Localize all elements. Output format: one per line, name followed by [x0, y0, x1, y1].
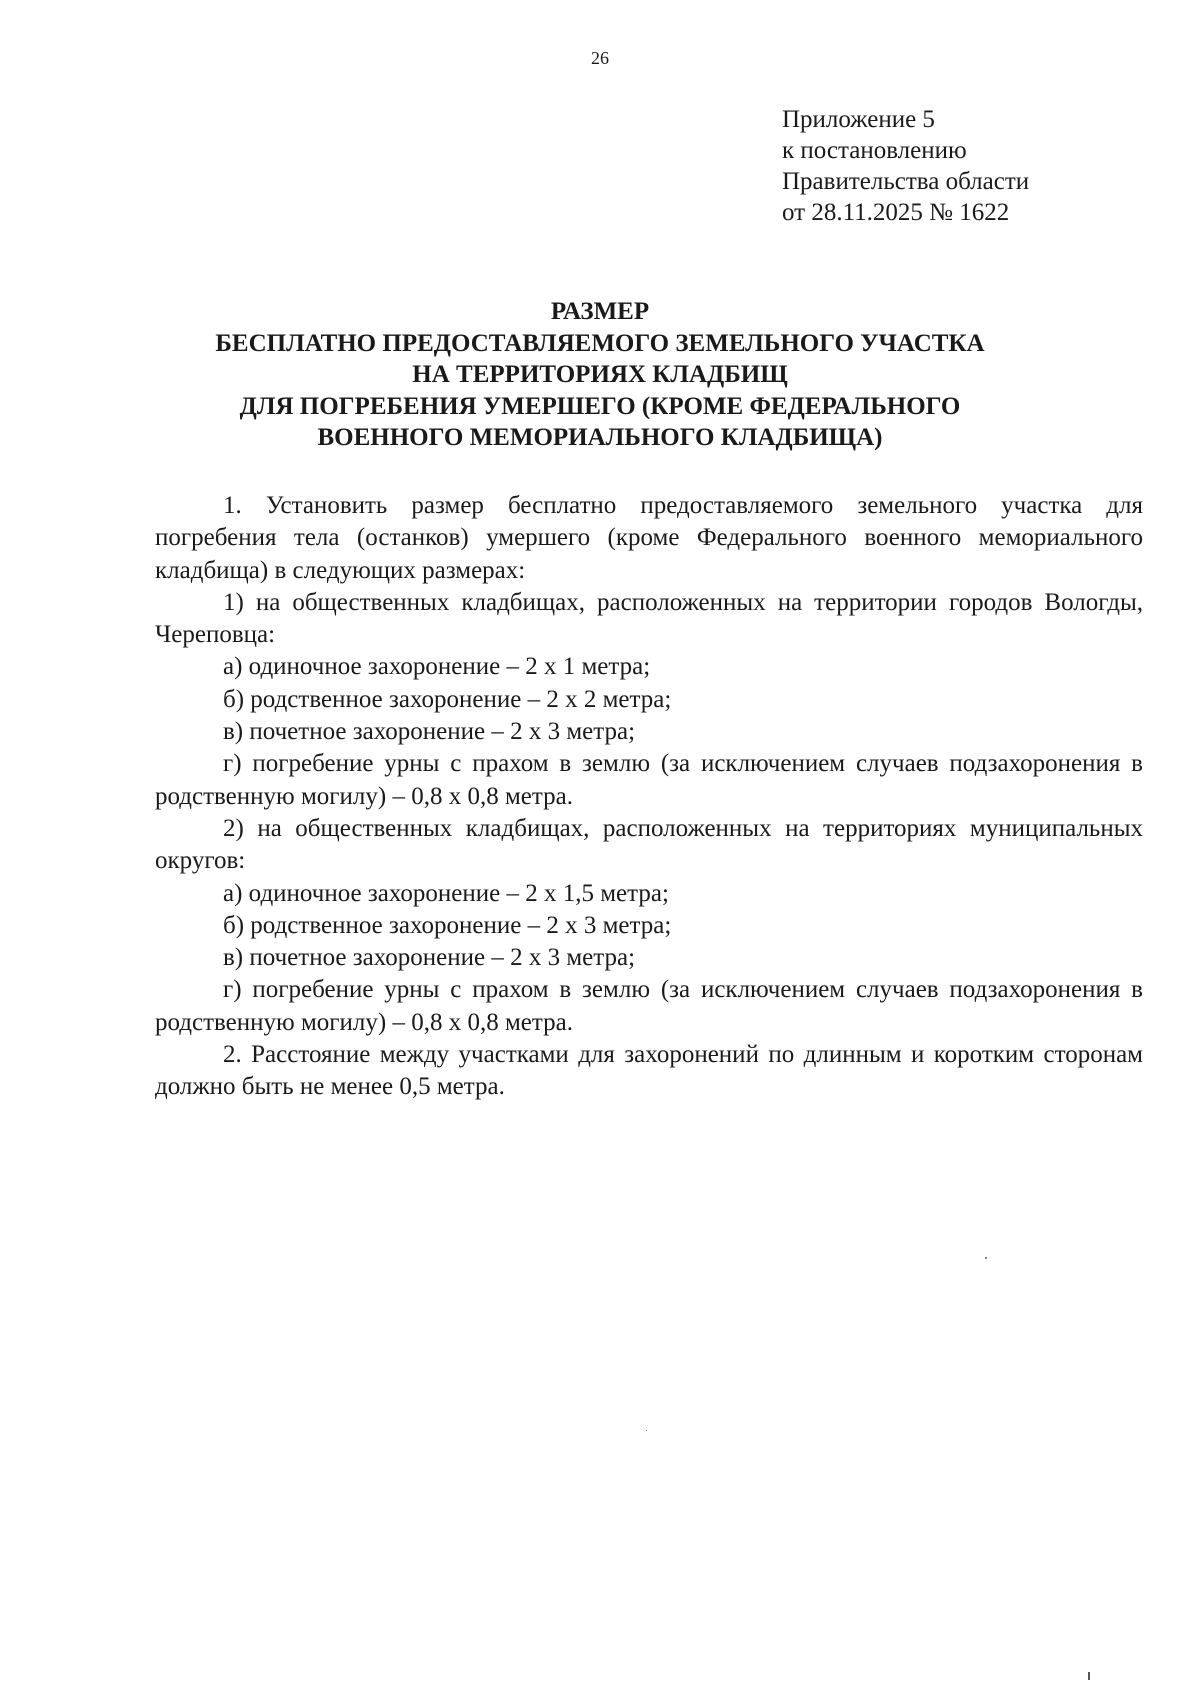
title-line: РАЗМЕР	[550, 298, 650, 325]
paragraph: 1) на общественных кладбищах, расположенных на территории городов Вологды, Череповца:	[155, 588, 1143, 649]
paragraph: 2. Расстояние между участками для захоронений по длинным и коротким сторонам должно быть не менее 0,5 метра.	[155, 1041, 1143, 1101]
document-title	[0, 296, 1200, 454]
page-number: 26	[591, 48, 609, 68]
scan-speck	[985, 1257, 987, 1259]
appendix-line: к постановлению	[782, 137, 967, 164]
list-item: б) родственное захоронение – 2 х 2 метра;	[223, 685, 672, 713]
paragraph: 1. Установить размер бесплатно предоставляемого земельного участка для погребения тела (останков) умершего (кроме Федерального военного мемориального кладбища) в следующих размерах:	[155, 492, 1143, 584]
list-item: в) почетное захоронение – 2 х 3 метра;	[223, 718, 636, 746]
title-line: НА ТЕРРИТОРИЯХ КЛАДБИЩ	[412, 361, 788, 388]
appendix-line: Приложение 5	[782, 106, 935, 133]
list-item: в) почетное захоронение – 2 х 3 метра;	[223, 944, 636, 972]
appendix-line: от 28.11.2025 № 1622	[782, 199, 1010, 226]
list-item: г) погребение урны с прахом в землю (за исключением случаев подзахоронения в родственную могилу) – 0,8 х 0,8 метра.	[155, 750, 1143, 810]
appendix-line: Правительства области	[782, 168, 1030, 195]
list-item: г) погребение урны с прахом в землю (за исключением случаев подзахоронения в родственную могилу) – 0,8 х 0,8 метра.	[155, 976, 1143, 1036]
list-item: б) родственное захоронение – 2 х 3 метра;	[223, 911, 672, 939]
appendix-reference	[782, 104, 1182, 228]
list-item: а) одиночное захоронение – 2 х 1 метра;	[223, 653, 651, 681]
title-line: БЕСПЛАТНО ПРЕДОСТАВЛЯЕМОГО ЗЕМЕЛЬНОГО УЧАСТКА	[215, 329, 985, 357]
paragraph: 2) на общественных кладбищах, расположенных на территориях муниципальных округов:	[155, 814, 1143, 875]
title-line: ВОЕННОГО МЕМОРИАЛЬНОГО КЛАДБИЩА)	[317, 424, 883, 451]
document-body	[155, 490, 1143, 1104]
scan-speck	[646, 1430, 647, 1431]
list-item: а) одиночное захоронение – 2 х 1,5 метра;	[223, 879, 669, 907]
title-line: ДЛЯ ПОГРЕБЕНИЯ УМЕРШЕГО (КРОМЕ ФЕДЕРАЛЬНОГО	[239, 392, 961, 420]
scan-speck	[1088, 1672, 1090, 1680]
